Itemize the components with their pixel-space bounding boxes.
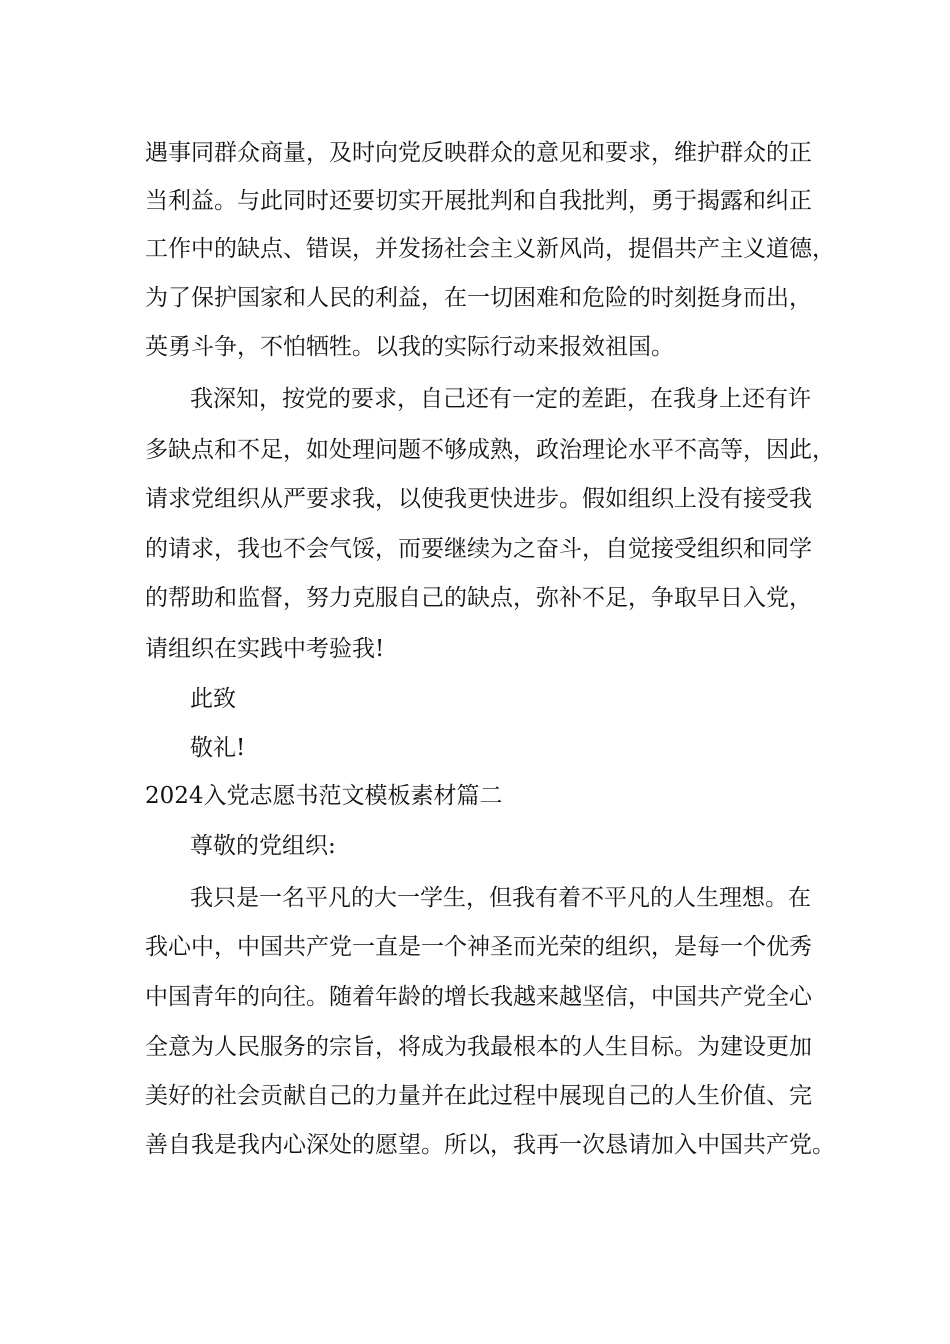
paragraph-2-line-6: 请组织在实践中考验我! <box>145 636 385 662</box>
paragraph-2-line-1: 我深知，按党的要求，自己还有一定的差距，在我身上还有许 <box>190 386 811 412</box>
paragraph-3-line-3: 中国青年的向往。随着年龄的增长我越来越坚信，中国共产党全心 <box>145 984 812 1010</box>
paragraph-1-line-3: 工作中的缺点、错误，并发扬社会主义新风尚，提倡共产主义道德， <box>145 236 835 262</box>
paragraph-3-line-6: 善自我是我内心深处的愿望。所以，我再一次恳请加入中国共产党。 <box>145 1132 835 1158</box>
paragraph-2-line-3: 请求党组织从严要求我，以使我更快进步。假如组织上没有接受我 <box>145 486 812 512</box>
paragraph-2-line-5: 的帮助和监督，努力克服自己的缺点，弥补不足，争取早日入党， <box>145 585 812 611</box>
section-title: 2024入党志愿书范文模板素材篇二 <box>145 783 503 809</box>
paragraph-3-line-5: 美好的社会贡献自己的力量并在此过程中展现自己的人生价值、完 <box>145 1083 812 1109</box>
paragraph-1-line-4: 为了保护国家和人民的利益，在一切困难和危险的时刻挺身而出， <box>145 285 812 311</box>
closing-greeting: 此致 <box>190 686 236 712</box>
paragraph-1-line-2: 当利益。与此同时还要切实开展批判和自我批判，勇于揭露和纠正 <box>145 188 812 214</box>
paragraph-2-line-2: 多缺点和不足，如处理问题不够成熟，政治理论水平不高等，因此， <box>145 437 835 463</box>
paragraph-3-line-1: 我只是一名平凡的大一学生，但我有着不平凡的人生理想。在 <box>190 885 811 911</box>
paragraph-2-line-4: 的请求，我也不会气馁，而要继续为之奋斗，自觉接受组织和同学 <box>145 536 812 562</box>
paragraph-1-line-1: 遇事同群众商量，及时向党反映群众的意见和要求，维护群众的正 <box>145 140 812 166</box>
paragraph-3-line-2: 我心中，中国共产党一直是一个神圣而光荣的组织，是每一个优秀 <box>145 934 812 960</box>
paragraph-3-line-4: 全意为人民服务的宗旨，将成为我最根本的人生目标。为建设更加 <box>145 1034 812 1060</box>
paragraph-1-line-5: 英勇斗争，不怕牺牲。以我的实际行动来报效祖国。 <box>145 334 674 360</box>
salutation: 尊敬的党组织: <box>190 833 336 859</box>
closing-salute: 敬礼! <box>190 735 246 761</box>
